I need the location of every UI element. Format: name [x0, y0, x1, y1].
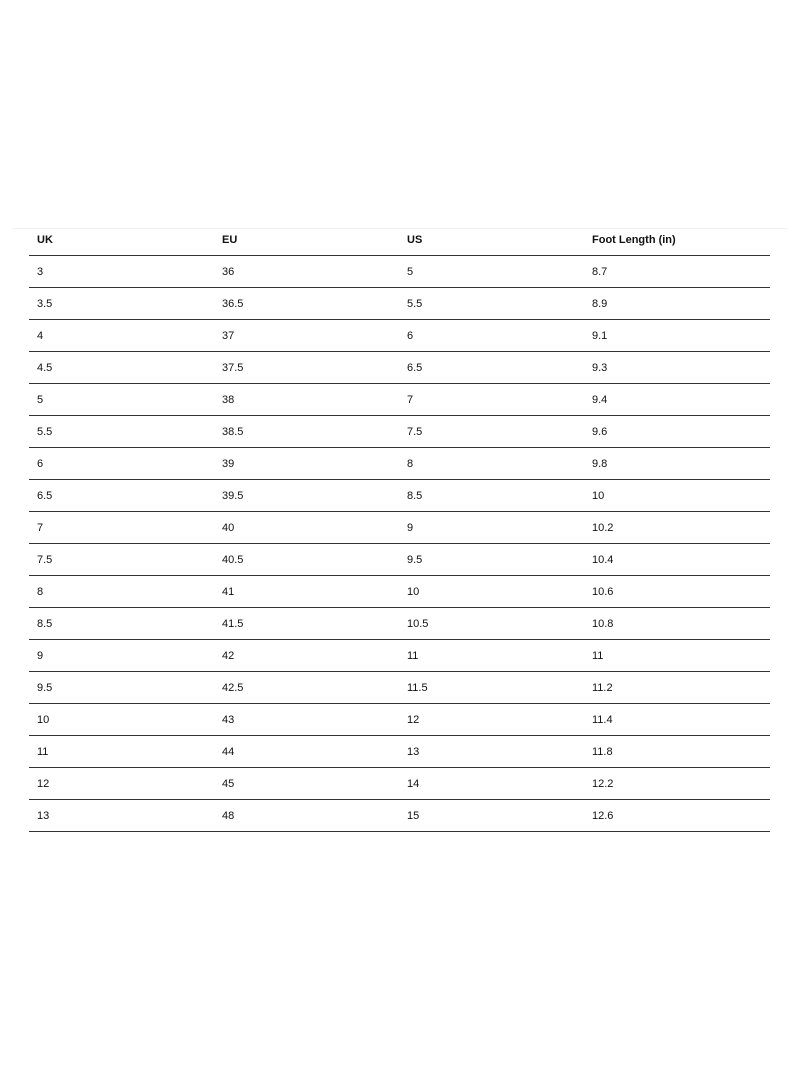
table-row: [29, 576, 770, 608]
cell-foot-length: 9.6: [584, 416, 770, 448]
cell-uk: 11: [29, 736, 214, 768]
cell-foot-length: 8.7: [584, 256, 770, 288]
cell-eu: 38.5: [214, 416, 399, 448]
cell-uk: 4: [29, 320, 214, 352]
cell-foot-length: 9.4: [584, 384, 770, 416]
cell-eu: 37: [214, 320, 399, 352]
cell-uk: 8: [29, 576, 214, 608]
cell-uk: 6.5: [29, 480, 214, 512]
cell-us: 10.5: [399, 608, 584, 640]
cell-uk: 9.5: [29, 672, 214, 704]
cell-foot-length: 9.1: [584, 320, 770, 352]
cell-uk: 12: [29, 768, 214, 800]
cell-foot-length: 11.2: [584, 672, 770, 704]
table-row: [29, 768, 770, 800]
table-row: [29, 448, 770, 480]
cell-eu: 39.5: [214, 480, 399, 512]
cell-eu: 41.5: [214, 608, 399, 640]
cell-us: 14: [399, 768, 584, 800]
cell-us: 10: [399, 576, 584, 608]
cell-uk: 7: [29, 512, 214, 544]
table-row: [29, 256, 770, 288]
cell-eu: 36.5: [214, 288, 399, 320]
cell-eu: 42: [214, 640, 399, 672]
table-row: [29, 320, 770, 352]
cell-eu: 37.5: [214, 352, 399, 384]
table-row: [29, 352, 770, 384]
table-row: [29, 384, 770, 416]
table-header: [29, 224, 770, 256]
cell-eu: 38: [214, 384, 399, 416]
cell-uk: 3.5: [29, 288, 214, 320]
table-row: [29, 736, 770, 768]
table-row: [29, 704, 770, 736]
cell-uk: 10: [29, 704, 214, 736]
table-row: [29, 608, 770, 640]
cell-foot-length: 12.6: [584, 800, 770, 832]
cell-uk: 3: [29, 256, 214, 288]
cell-foot-length: 9.3: [584, 352, 770, 384]
header-us: US: [399, 224, 584, 256]
cell-us: 8.5: [399, 480, 584, 512]
cell-foot-length: 11.8: [584, 736, 770, 768]
cell-us: 7: [399, 384, 584, 416]
cell-eu: 40.5: [214, 544, 399, 576]
cell-us: 11.5: [399, 672, 584, 704]
cell-us: 11: [399, 640, 584, 672]
table-row: [29, 640, 770, 672]
cell-us: 9: [399, 512, 584, 544]
cell-uk: 9: [29, 640, 214, 672]
cell-us: 5.5: [399, 288, 584, 320]
cell-uk: 5.5: [29, 416, 214, 448]
cell-foot-length: 11.4: [584, 704, 770, 736]
cell-eu: 36: [214, 256, 399, 288]
table-row: [29, 512, 770, 544]
cell-us: 5: [399, 256, 584, 288]
cell-eu: 44: [214, 736, 399, 768]
cell-uk: 13: [29, 800, 214, 832]
cell-foot-length: 8.9: [584, 288, 770, 320]
table-row: [29, 544, 770, 576]
header-eu: EU: [214, 224, 399, 256]
cell-foot-length: 10: [584, 480, 770, 512]
cell-eu: 42.5: [214, 672, 399, 704]
cell-foot-length: 11: [584, 640, 770, 672]
header-foot-length: Foot Length (in): [584, 224, 770, 256]
cell-us: 7.5: [399, 416, 584, 448]
table-row: [29, 480, 770, 512]
cell-eu: 39: [214, 448, 399, 480]
cell-uk: 7.5: [29, 544, 214, 576]
header-row: [29, 224, 770, 256]
cell-eu: 40: [214, 512, 399, 544]
cell-us: 9.5: [399, 544, 584, 576]
table-row: [29, 672, 770, 704]
cell-uk: 8.5: [29, 608, 214, 640]
cell-uk: 4.5: [29, 352, 214, 384]
cell-foot-length: 10.6: [584, 576, 770, 608]
cell-eu: 41: [214, 576, 399, 608]
table-row: [29, 416, 770, 448]
cell-us: 13: [399, 736, 584, 768]
header-uk: UK: [29, 224, 214, 256]
cell-us: 8: [399, 448, 584, 480]
cell-us: 12: [399, 704, 584, 736]
cell-foot-length: 10.4: [584, 544, 770, 576]
cell-us: 15: [399, 800, 584, 832]
cell-us: 6.5: [399, 352, 584, 384]
cell-uk: 6: [29, 448, 214, 480]
size-chart-table: [29, 224, 770, 832]
table-body: [29, 256, 770, 832]
cell-eu: 45: [214, 768, 399, 800]
cell-eu: 48: [214, 800, 399, 832]
table-row: [29, 800, 770, 832]
cell-foot-length: 12.2: [584, 768, 770, 800]
cell-foot-length: 10.8: [584, 608, 770, 640]
cell-uk: 5: [29, 384, 214, 416]
table-row: [29, 288, 770, 320]
cell-foot-length: 10.2: [584, 512, 770, 544]
cell-eu: 43: [214, 704, 399, 736]
cell-foot-length: 9.8: [584, 448, 770, 480]
cell-us: 6: [399, 320, 584, 352]
